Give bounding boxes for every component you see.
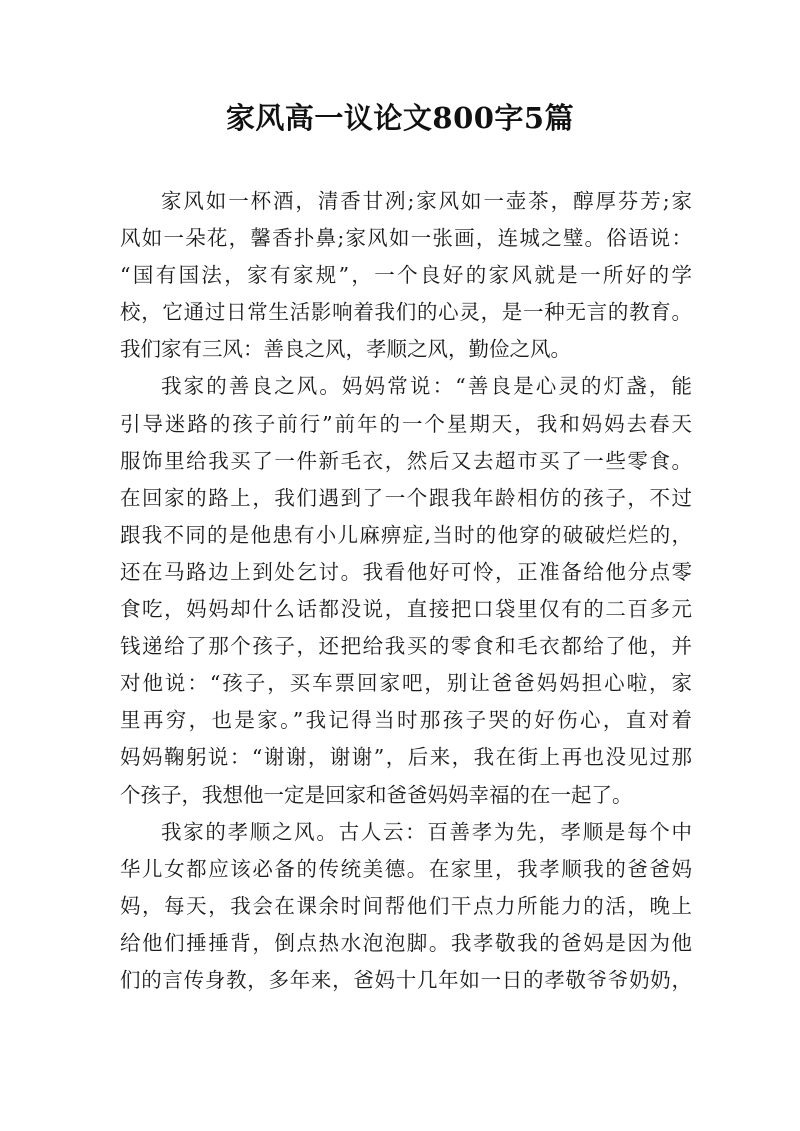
text-line: 我家的善良之风。妈妈常说：“善良是心灵的灯盏，能 xyxy=(161,374,692,399)
text-line: 家风如一杯酒，清香甘冽;家风如一壶茶，醇厚芬芳;家 xyxy=(161,189,692,213)
text-line: 我们家有三风：善良之风，孝顺之风，勤俭之风。 xyxy=(120,337,571,362)
text-line: 风如一朵花，馨香扑鼻;家风如一张画，连城之璧。俗语说： xyxy=(120,226,692,251)
text-line: 跟我不同的是他患有小儿麻痹症,当时的他穿的破破烂烂的， xyxy=(120,522,692,547)
text-line: 对他说：“孩子，买车票回家吧，别让爸爸妈妈担心啦，家 xyxy=(120,671,692,696)
page-title: 家风高一议论文800字5篇 xyxy=(225,101,575,135)
text-line: 妈妈鞠躬说：“谢谢，谢谢”，后来，我在街上再也没见过那 xyxy=(120,745,692,770)
text-line: 华儿女都应该必备的传统美德。在家里，我孝顺我的爸爸妈 xyxy=(120,856,692,881)
text-line: 在回家的路上，我们遇到了一个跟我年龄相仿的孩子，不过 xyxy=(120,485,692,510)
text-line: 还在马路边上到处乞讨。我看他好可怜，正准备给他分点零 xyxy=(120,559,692,584)
text-line: 校，它通过日常生活影响着我们的心灵，是一种无言的教育。 xyxy=(120,300,692,325)
text-line: 们的言传身教，多年来，爸妈十几年如一日的孝敬爷爷奶奶， xyxy=(120,967,692,992)
text-line: 里再穷，也是家。”我记得当时那孩子哭的好伤心，直对着 xyxy=(120,708,692,733)
text-line: 给他们捶捶背，倒点热水泡泡脚。我孝敬我的爸妈是因为他 xyxy=(120,930,692,955)
text-line: 钱递给了那个孩子，还把给我买的零食和毛衣都给了他，并 xyxy=(120,634,692,659)
text-line: 引导迷路的孩子前行”前年的一个星期天，我和妈妈去春天 xyxy=(120,411,692,436)
text-line: 我家的孝顺之风。古人云：百善孝为先，孝顺是每个中 xyxy=(161,819,692,844)
text-line: 个孩子，我想他一定是回家和爸爸妈妈幸福的在一起了。 xyxy=(120,782,633,807)
text-line: 服饰里给我买了一件新毛衣，然后又去超市买了一些零食。 xyxy=(120,448,692,473)
text-line: “国有国法，家有家规”，一个良好的家风就是一所好的学 xyxy=(120,263,692,288)
text-line: 食吃，妈妈却什么话都没说，直接把口袋里仅有的二百多元 xyxy=(120,597,692,622)
essay-body xyxy=(120,183,692,999)
text-line: 妈，每天，我会在课余时间帮他们干点力所能力的活，晚上 xyxy=(120,893,692,918)
